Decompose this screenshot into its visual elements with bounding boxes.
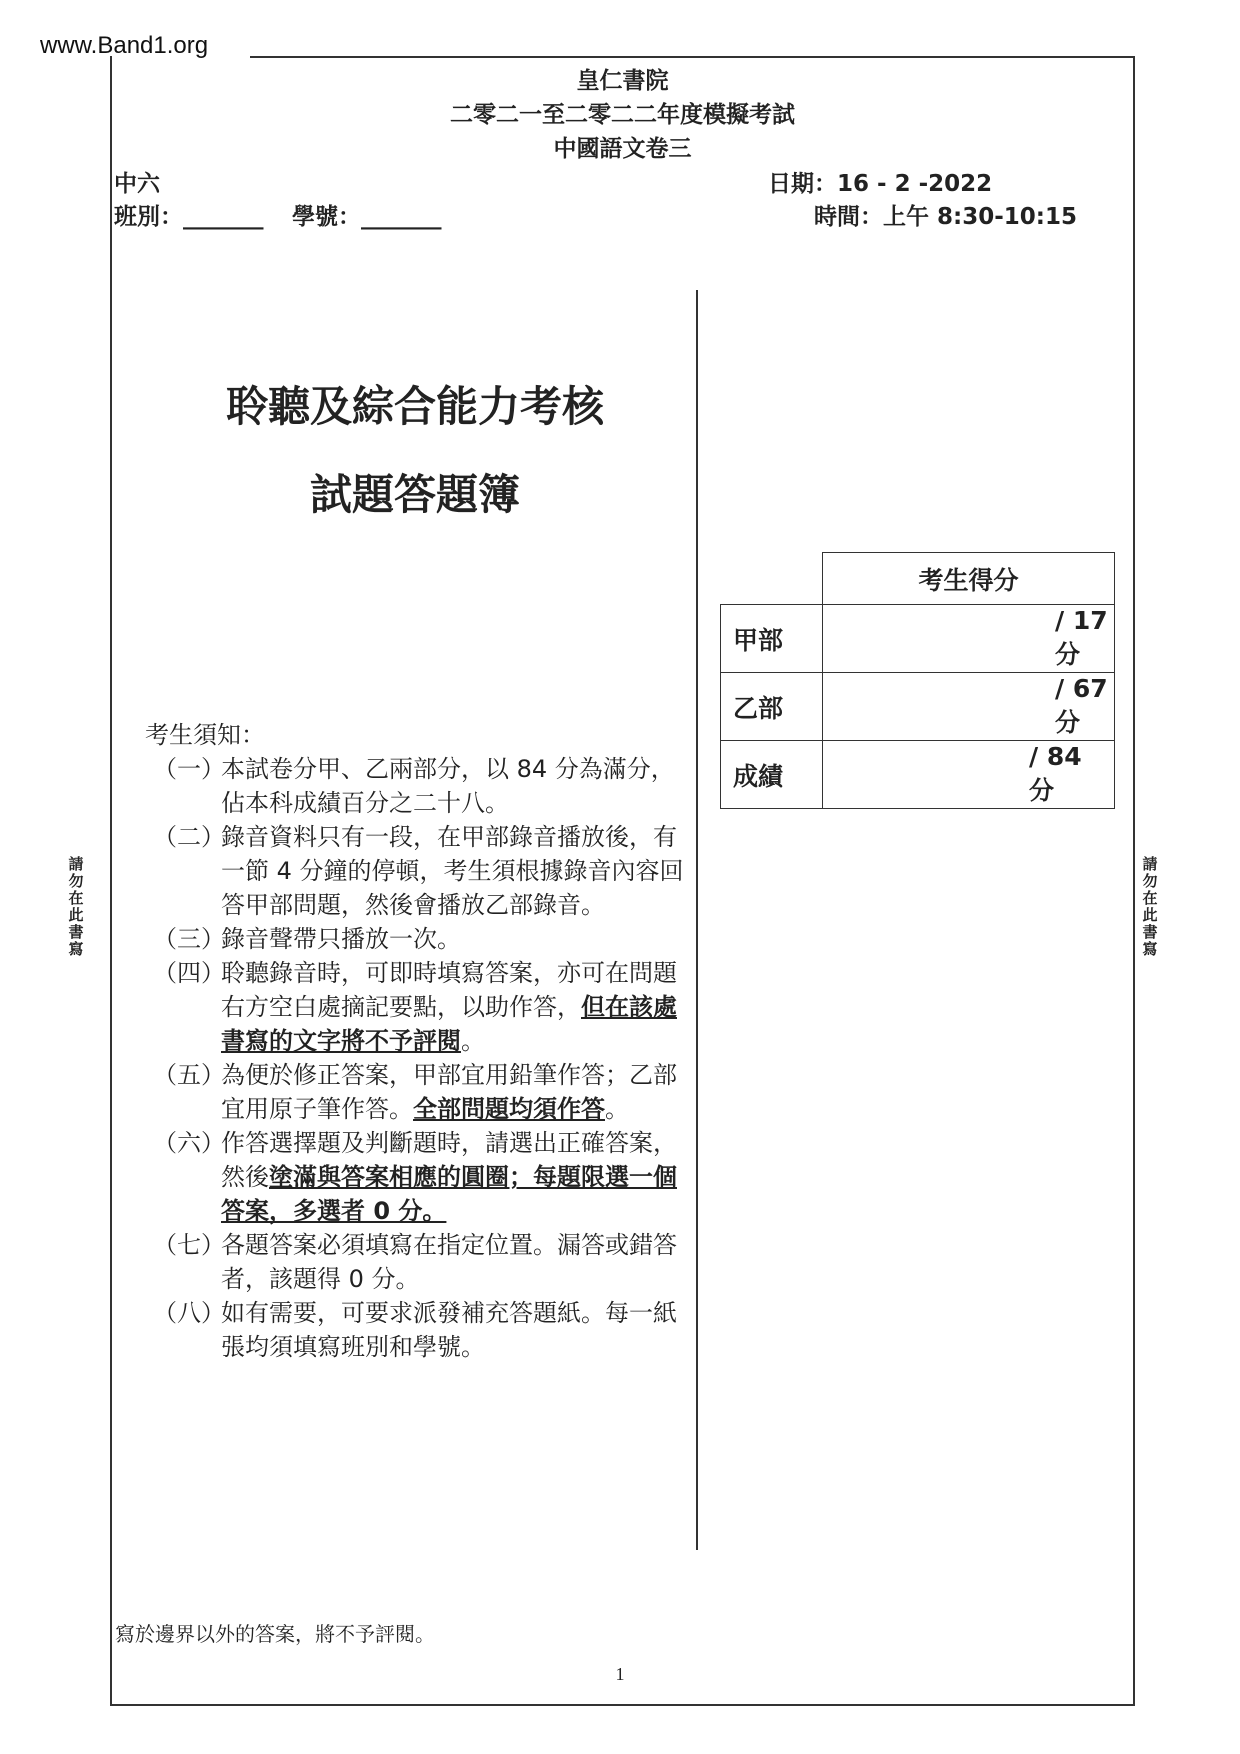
instruction-item	[145, 1228, 685, 1296]
instruction-text: 錄音聲帶只播放一次。	[221, 925, 461, 953]
instruction-item	[145, 922, 685, 956]
instruction-number: （五）	[153, 1061, 225, 1089]
instruction-number: （八）	[153, 1299, 225, 1327]
form-label: 中六	[114, 171, 160, 197]
instruction-item	[145, 752, 685, 820]
score-table-header: 考生得分	[823, 553, 1115, 605]
class-field: 班別：_______	[114, 204, 264, 230]
instructions	[145, 718, 685, 1364]
instruction-number: （四）	[153, 959, 225, 987]
margin-note-right: 請勿在此書寫	[1142, 855, 1158, 958]
score-value: / 84 分	[823, 741, 1115, 809]
column-divider	[696, 290, 698, 1550]
instruction-item	[145, 1296, 685, 1364]
instruction-text: 聆聽錄音時，可即時填寫答案，亦可在問題右方空白處摘記要點，以助作答，但在該處書寫的文字將不予評閱。	[221, 959, 677, 1055]
watermark-url: www.Band1.org	[40, 32, 209, 59]
score-label: 甲部	[721, 605, 823, 673]
instruction-number: （七）	[153, 1231, 225, 1259]
instruction-number: （三）	[153, 925, 225, 953]
instructions-heading: 考生須知：	[145, 721, 265, 749]
instruction-number: （二）	[153, 823, 225, 851]
instruction-text: 為便於修正答案，甲部宜用鉛筆作答；乙部宜用原子筆作答。全部問題均須作答。	[221, 1061, 677, 1123]
instruction-text: 各題答案必須填寫在指定位置。漏答或錯答者，該題得 0 分。	[221, 1231, 677, 1293]
booklet-title-line1: 聆聽及綜合能力考核	[225, 382, 604, 431]
score-table	[720, 552, 1115, 809]
exam-date: 日期：16 - 2 -2022	[768, 171, 993, 197]
instruction-number: （六）	[153, 1129, 225, 1157]
school-name: 皇仁書院	[576, 68, 669, 94]
instruction-item	[145, 956, 685, 1058]
booklet-title-line2: 試題答題簿	[309, 470, 520, 519]
score-table-header-row	[721, 553, 1115, 605]
score-row-part-b	[721, 673, 1115, 741]
instruction-text: 錄音資料只有一段，在甲部錄音播放後，有一節 4 分鐘的停頓，考生須根據錄音內容回答甲部問題，然後會播放乙部錄音。	[221, 823, 684, 919]
instruction-item	[145, 1126, 685, 1228]
exam-title: 二零二一至二零二二年度模擬考試	[450, 102, 795, 128]
footer-note: 寫於邊界以外的答案，將不予評閱。	[115, 1622, 435, 1646]
score-value: / 17 分	[823, 605, 1115, 673]
margin-note-left: 請勿在此書寫	[68, 855, 84, 958]
exam-time: 時間：上午 8:30-10:15	[814, 204, 1077, 230]
instruction-number: （一）	[153, 755, 225, 783]
instruction-text: 如有需要，可要求派發補充答題紙。每一紙張均須填寫班別和學號。	[221, 1299, 677, 1361]
score-row-total	[721, 741, 1115, 809]
score-value: / 67 分	[823, 673, 1115, 741]
score-row-part-a	[721, 605, 1115, 673]
instruction-item	[145, 1058, 685, 1126]
page-number: 1	[615, 1664, 625, 1684]
paper-title: 中國語文卷三	[553, 136, 692, 162]
instruction-text: 本試卷分甲、乙兩部分，以 84 分為滿分，佔本科成績百分之二十八。	[221, 755, 675, 817]
instruction-text: 作答選擇題及判斷題時，請選出正確答案，然後塗滿與答案相應的圓圈；每題限選一個答案，多選者 0 分。	[221, 1129, 677, 1225]
instruction-item	[145, 820, 685, 922]
score-label: 乙部	[721, 673, 823, 741]
score-label: 成績	[721, 741, 823, 809]
student-number-field: 學號：_______	[292, 204, 442, 230]
